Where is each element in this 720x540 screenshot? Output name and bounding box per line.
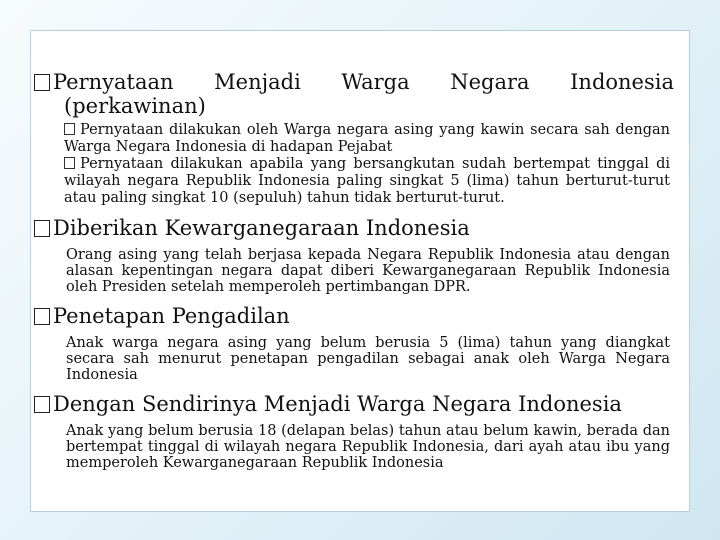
square-bullet-icon	[34, 74, 50, 91]
section-body: Anak yang belum berusia 18 (delapan belas) tahun atau belum kawin, berada dan bertempat tinggal di wilayah negara Republik Indonesia, dari ayah atau ibu yang memperoleh Kewarganegaraan Republik Indonesia	[66, 423, 670, 471]
section-heading-cont: (perkawinan)	[64, 94, 206, 118]
square-bullet-icon	[34, 396, 50, 413]
section-perkawinan	[34, 70, 674, 207]
section-heading: Pernyataan Menjadi Warga Negara Indonesia	[34, 70, 674, 94]
square-bullet-icon	[64, 123, 75, 135]
slide-content	[34, 70, 674, 471]
square-bullet-icon	[34, 220, 50, 237]
square-bullet-icon	[34, 308, 50, 325]
section-heading: Dengan Sendirinya Menjadi Warga Negara Indonesia	[34, 391, 674, 417]
section-body: Anak warga negara asing yang belum berusia 5 (lima) tahun yang diangkat secara sah menurut penetapan pengadilan sebagai anak oleh Warga Negara Indonesia	[66, 335, 670, 383]
square-bullet-icon	[64, 157, 75, 169]
sub-item: Pernyataan dilakukan apabila yang bersangkutan sudah bertempat tinggal di wilayah negara Republik Indonesia paling singkat 5 (lima) tahun berturut-turut atau paling singkat 10 (sepuluh) tahun tidak berturut-turut.	[64, 156, 670, 206]
section-penetapan	[34, 303, 674, 383]
section-heading: Diberikan Kewarganegaraan Indonesia	[34, 215, 674, 241]
section-diberikan	[34, 215, 674, 295]
section-body: Orang asing yang telah berjasa kepada Negara Republik Indonesia atau dengan alasan kepentingan negara dapat diberi Kewarganegaraan Republik Indonesia oleh Presiden setelah memperoleh pertimbangan DPR.	[66, 247, 670, 295]
sub-item: Pernyataan dilakukan oleh Warga negara asing yang kawin secara sah dengan Warga Negara Indonesia di hadapan Pejabat	[64, 122, 670, 155]
section-heading: Penetapan Pengadilan	[34, 303, 674, 329]
section-dengan-sendirinya	[34, 391, 674, 471]
